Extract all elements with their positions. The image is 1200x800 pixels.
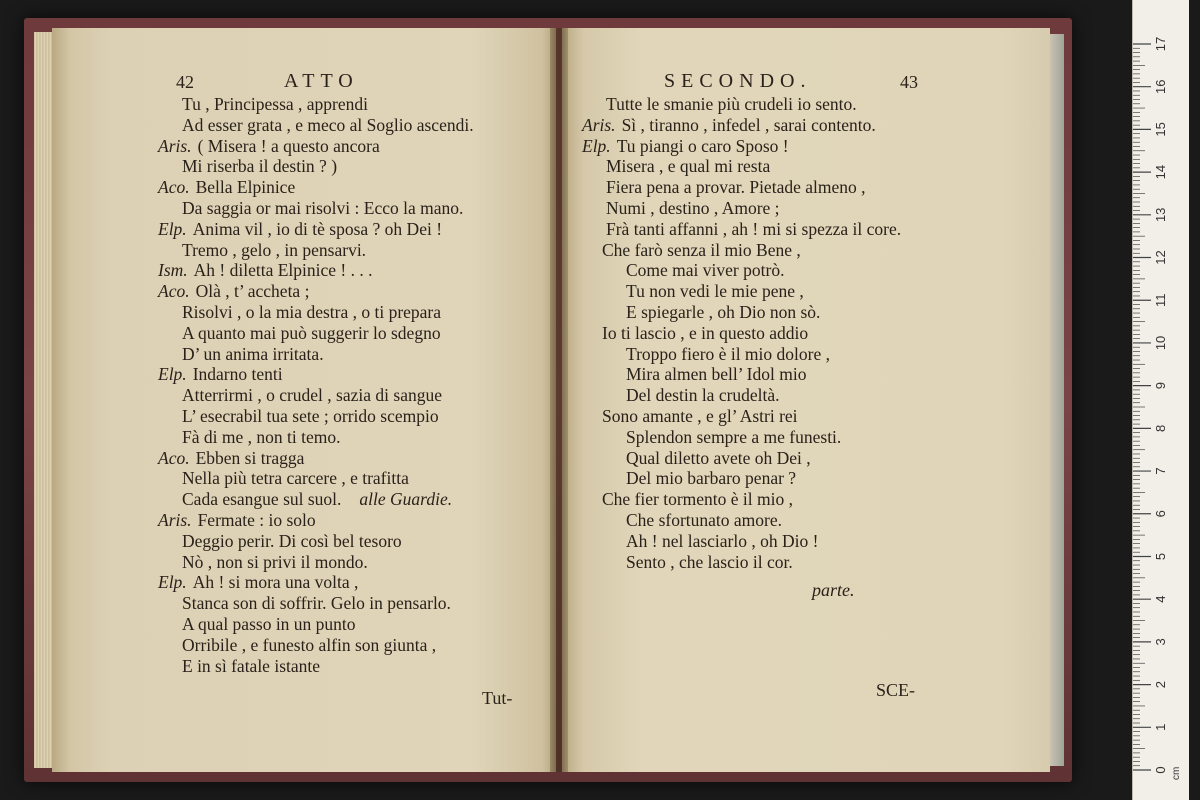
text-line: [582, 219, 901, 240]
ruler-label: 15: [1153, 122, 1168, 137]
left-page-number: 42: [176, 72, 194, 92]
text-line: [582, 448, 901, 469]
text-line: [158, 593, 474, 614]
text-line: [158, 364, 474, 385]
verse-text: Numi , destino , Amore ;: [606, 197, 780, 218]
verse-text: Qual diletto avete oh Dei ,: [626, 447, 811, 468]
verse-text: Tu , Principessa , apprendi: [182, 94, 369, 114]
text-line: [582, 240, 901, 261]
verse-text: Che fier tormento è il mio ,: [602, 489, 793, 510]
ruler-label: 11: [1153, 293, 1168, 307]
ruler-label: 13: [1153, 207, 1168, 223]
text-line: [582, 156, 901, 177]
verse-text: Fermate : io solo: [197, 509, 316, 530]
text-line: [582, 94, 901, 115]
speaker-abbreviation: Elp.: [582, 135, 611, 156]
speaker-abbreviation: Aris.: [158, 135, 192, 156]
speaker-abbreviation: Aco.: [158, 281, 190, 302]
text-line: [158, 635, 474, 656]
speaker-abbreviation: Elp.: [158, 364, 187, 385]
ruler-label: 0: [1153, 766, 1168, 774]
verse-text: Che farò senza il mio Bene ,: [602, 239, 801, 260]
verse-text: Ah ! nel lasciarlo , oh Dio !: [626, 530, 819, 551]
verse-text: Come mai viver potrò.: [626, 260, 785, 281]
book-gutter: [550, 28, 568, 772]
verse-text: Fiera pena a provar. Pietade almeno ,: [606, 177, 866, 198]
text-line: [582, 136, 901, 157]
right-page-number: 43: [900, 72, 918, 92]
text-line: [158, 448, 474, 469]
text-line: [582, 531, 901, 552]
left-page-text: [158, 94, 474, 676]
text-line: [158, 177, 474, 198]
ruler-label: 1: [1153, 723, 1168, 731]
verse-text: Tutte le smanie più crudeli io sento.: [606, 94, 857, 114]
text-line: [582, 510, 901, 531]
text-line: [582, 489, 901, 510]
text-line: [158, 489, 474, 510]
verse-text: Stanca son di soffrir. Gelo in pensarlo.: [182, 593, 451, 614]
verse-text: Che sfortunato amore.: [626, 509, 782, 530]
ruler-label: 16: [1153, 79, 1168, 94]
verse-text: Tremo , gelo , in pensarvi.: [182, 239, 367, 260]
text-line: [158, 136, 474, 157]
verse-text: Io ti lascio , e in questo addio: [602, 322, 809, 343]
ruler-label: 12: [1153, 250, 1168, 265]
text-line: [158, 94, 474, 115]
text-line: [582, 115, 901, 136]
text-line: [158, 156, 474, 177]
text-line: [158, 344, 474, 365]
text-line: [158, 260, 474, 281]
text-line: [158, 552, 474, 573]
text-line: [158, 385, 474, 406]
text-line: [158, 302, 474, 323]
verse-text: E in sì fatale istante: [182, 655, 321, 676]
verse-text: Frà tanti affanni , ah ! mi si spezza il core.: [606, 218, 902, 239]
speaker-abbreviation: Aco.: [158, 447, 190, 468]
verse-text: Sento , che lascio il cor.: [626, 551, 793, 572]
ruler-label: 9: [1153, 382, 1168, 390]
verse-text: Fà di me , non ti temo.: [182, 426, 341, 447]
text-line: [158, 240, 474, 261]
text-line: [158, 406, 474, 427]
verse-text: Risolvi , o la mia destra , o ti prepara: [182, 301, 442, 322]
verse-text: Del destin la crudeltà.: [626, 385, 780, 406]
verse-text: Atterrirmi , o crudel , sazia di sangue: [182, 385, 442, 406]
text-line: [582, 281, 901, 302]
text-line: [582, 406, 901, 427]
verse-text: Mi riserba il destin ? ): [182, 156, 338, 177]
text-line: [582, 323, 901, 344]
ruler-label: 17: [1153, 36, 1168, 52]
text-line: [158, 281, 474, 302]
ruler-label: 10: [1153, 335, 1168, 351]
ruler-label: 14: [1153, 164, 1168, 180]
verse-text: Del mio barbaro penar ?: [626, 468, 797, 489]
ruler-label: 6: [1153, 510, 1168, 518]
verse-text: Olà , t’ accheta ;: [195, 281, 310, 302]
exit-direction: parte.: [812, 580, 855, 600]
speaker-abbreviation: Aris.: [582, 114, 616, 135]
speaker-abbreviation: Aco.: [158, 177, 190, 198]
text-line: [158, 427, 474, 448]
text-line: [158, 198, 474, 219]
verse-text: Mira almen bell’ Idol mio: [626, 364, 807, 385]
text-line: [158, 614, 474, 635]
verse-text: ( Misera ! a questo ancora: [197, 135, 380, 156]
verse-text: Ah ! si mora una volta ,: [192, 572, 359, 593]
speaker-abbreviation: Ism.: [158, 260, 188, 281]
ruler-label: 2: [1153, 680, 1168, 689]
ruler-label: 8: [1153, 424, 1168, 432]
text-line: [158, 572, 474, 593]
text-line: [158, 531, 474, 552]
verse-text: L’ esecrabil tua sete ; orrido scempio: [182, 405, 439, 426]
ruler-unit: cm: [1171, 766, 1182, 780]
verse-text: Misera , e qual mi resta: [606, 156, 771, 177]
speaker-abbreviation: Elp.: [158, 572, 187, 593]
text-line: [582, 198, 901, 219]
measurement-ruler: [1132, 0, 1189, 800]
ruler-label: 7: [1153, 467, 1168, 475]
text-line: [158, 656, 474, 677]
text-line: [582, 344, 901, 365]
verse-text: Deggio perir. Di così bel tesoro: [182, 530, 402, 551]
ruler-label: 4: [1153, 595, 1168, 603]
verse-text: Bella Elpinice: [195, 177, 296, 198]
text-line: [158, 323, 474, 344]
verse-text: Nò , non si privi il mondo.: [182, 551, 368, 572]
ruler-label: 5: [1153, 552, 1168, 561]
ruler-scale: [1133, 0, 1189, 800]
verse-text: A qual passo in un punto: [182, 613, 356, 634]
speaker-abbreviation: Elp.: [158, 218, 187, 239]
text-line: [158, 115, 474, 136]
verse-text: Nella più tetra carcere , e trafitta: [182, 468, 409, 489]
verse-text: E spiegarle , oh Dio non sò.: [626, 301, 821, 322]
text-line: [582, 427, 901, 448]
verse-text: D’ un anima irritata.: [182, 343, 324, 364]
verse-text: Indarno tenti: [192, 364, 283, 385]
right-page-text: [582, 94, 901, 572]
verse-text: Ad esser grata , e meco al Soglio ascendi.: [182, 114, 474, 135]
text-line: [582, 552, 901, 573]
text-line: [582, 260, 901, 281]
verse-text: Sono amante , e gl’ Astri rei: [602, 405, 798, 426]
stage-direction: alle Guardie.: [359, 489, 453, 510]
text-line: [582, 302, 901, 323]
right-catchword: SCE-: [876, 680, 916, 700]
left-catchword: Tut-: [482, 688, 513, 708]
text-line: [582, 468, 901, 489]
verse-text: Cada esangue sul suol.: [182, 489, 342, 510]
text-line: [158, 468, 474, 489]
text-line: [582, 385, 901, 406]
verse-text: Troppo fiero è il mio dolore ,: [626, 343, 830, 364]
verse-text: Ah ! diletta Elpinice ! . . .: [193, 260, 373, 281]
verse-text: Ebben si tragga: [195, 447, 305, 468]
left-running-head: ATTO: [284, 70, 359, 92]
verse-text: Sì , tiranno , infedel , sarai contento.: [621, 114, 876, 135]
verse-text: Tu non vedi le mie pene ,: [626, 281, 804, 302]
verse-text: Anima vil , io di tè sposa ? oh Dei !: [192, 218, 443, 239]
text-line: [158, 510, 474, 531]
speaker-abbreviation: Aris.: [158, 509, 192, 530]
text-line: [158, 219, 474, 240]
text-line: [582, 177, 901, 198]
verse-text: Tu piangi o caro Sposo !: [616, 135, 789, 156]
text-line: [582, 364, 901, 385]
verse-text: Orribile , e funesto alfin son giunta ,: [182, 634, 437, 655]
right-running-head: SECONDO.: [664, 70, 812, 92]
verse-text: A quanto mai può suggerir lo sdegno: [182, 322, 441, 343]
verse-text: Splendon sempre a me funesti.: [626, 426, 842, 447]
ruler-label: 3: [1153, 638, 1168, 646]
verse-text: Da saggia or mai risolvi : Ecco la mano.: [182, 197, 464, 218]
